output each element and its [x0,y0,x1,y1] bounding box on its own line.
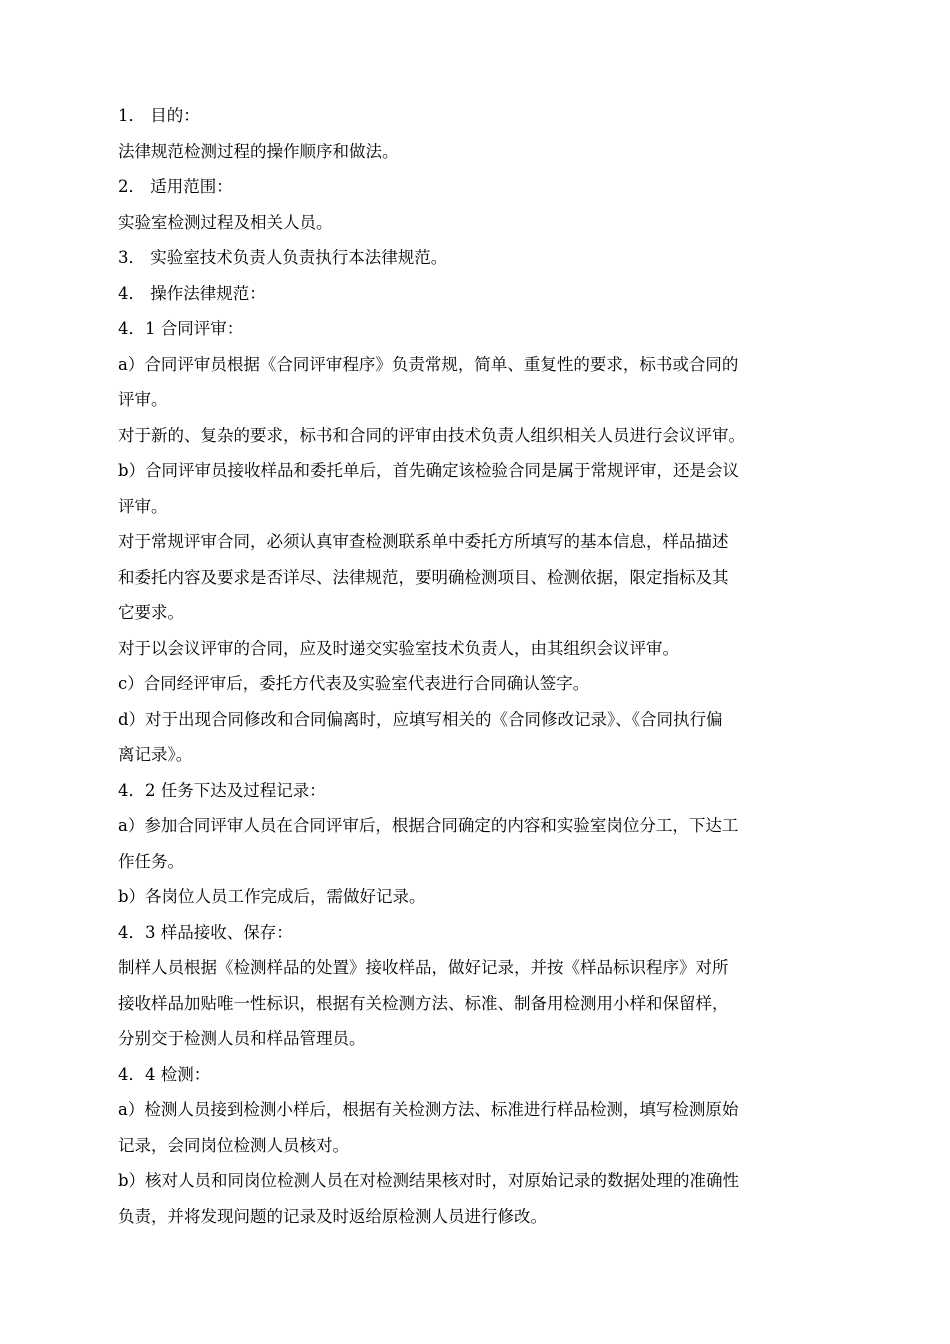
paragraph-line: 离记录》。 [118,745,193,764]
section-heading: 4． 操作法律规范： [118,283,266,303]
paragraph-line: 评审。 [118,390,168,409]
paragraph-line: b）各岗位人员工作完成后，需做好记录。 [118,887,426,906]
section-heading: 3． 实验室技术负责人负责执行本法律规范。 [118,248,448,267]
section-heading: 1． 目的： [118,106,200,125]
section-heading: 2． 适用范围： [118,177,233,196]
paragraph-line: b）合同评审员接收样品和委托单后，首先确定该检验合同是属于常规评审，还是会议 [118,461,740,480]
paragraph-line: 记录，会同岗位检测人员核对。 [118,1135,349,1155]
paragraph-line: 实验室检测过程及相关人员。 [118,212,333,232]
subsection-heading: 4．2 任务下达及过程记录： [118,780,326,800]
paragraph-line: 评审。 [118,496,168,516]
document-body [118,98,838,1234]
paragraph-line: 制样人员根据《检测样品的处置》接收样品，做好记录，并按《样品标识程序》对所 [118,958,729,977]
paragraph-line: 和委托内容及要求是否详尽、法律规范，要明确检测项目、检测依据，限定指标及其 [118,567,729,587]
paragraph-line: 作任务。 [118,851,184,871]
paragraph-line: 对于常规评审合同，必须认真审查检测联系单中委托方所填写的基本信息，样品描述 [118,532,729,551]
paragraph-line: 它要求。 [118,603,184,622]
subsection-heading: 4．1 合同评审： [118,319,244,338]
paragraph-line: 对于以会议评审的合同，应及时递交实验室技术负责人，由其组织会议评审。 [118,638,679,658]
paragraph-line: 接收样品加贴唯一性标识，根据有关检测方法、标准、制备用检测用小样和保留样， [118,993,729,1013]
subsection-heading: 4．4 检测： [118,1064,211,1084]
paragraph-line: 负责，并将发现问题的记录及时返给原检测人员进行修改。 [118,1206,547,1226]
paragraph-line: 法律规范检测过程的操作顺序和做法。 [118,141,399,161]
paragraph-line: 对于新的、复杂的要求，标书和合同的评审由技术负责人组织相关人员进行会议评审。 [118,425,745,445]
paragraph-line: c）合同经评审后，委托方代表及实验室代表进行合同确认签字。 [118,674,590,693]
paragraph-line: a）合同评审员根据《合同评审程序》负责常规，简单、重复性的要求，标书或合同的 [118,354,739,374]
paragraph-line: d）对于出现合同修改和合同偏离时，应填写相关的《合同修改记录》、《合同执行偏 [118,709,723,729]
paragraph-line: 分别交于检测人员和样品管理员。 [118,1029,366,1048]
paragraph-line: a）参加合同评审人员在合同评审后，根据合同确定的内容和实验室岗位分工，下达工 [118,816,739,835]
paragraph-line: a）检测人员接到检测小样后，根据有关检测方法、标准进行样品检测，填写检测原始 [118,1100,739,1119]
subsection-heading: 4．3 样品接收、保存： [118,922,293,942]
paragraph-line: b）核对人员和同岗位检测人员在对检测结果核对时，对原始记录的数据处理的准确性 [118,1171,740,1190]
